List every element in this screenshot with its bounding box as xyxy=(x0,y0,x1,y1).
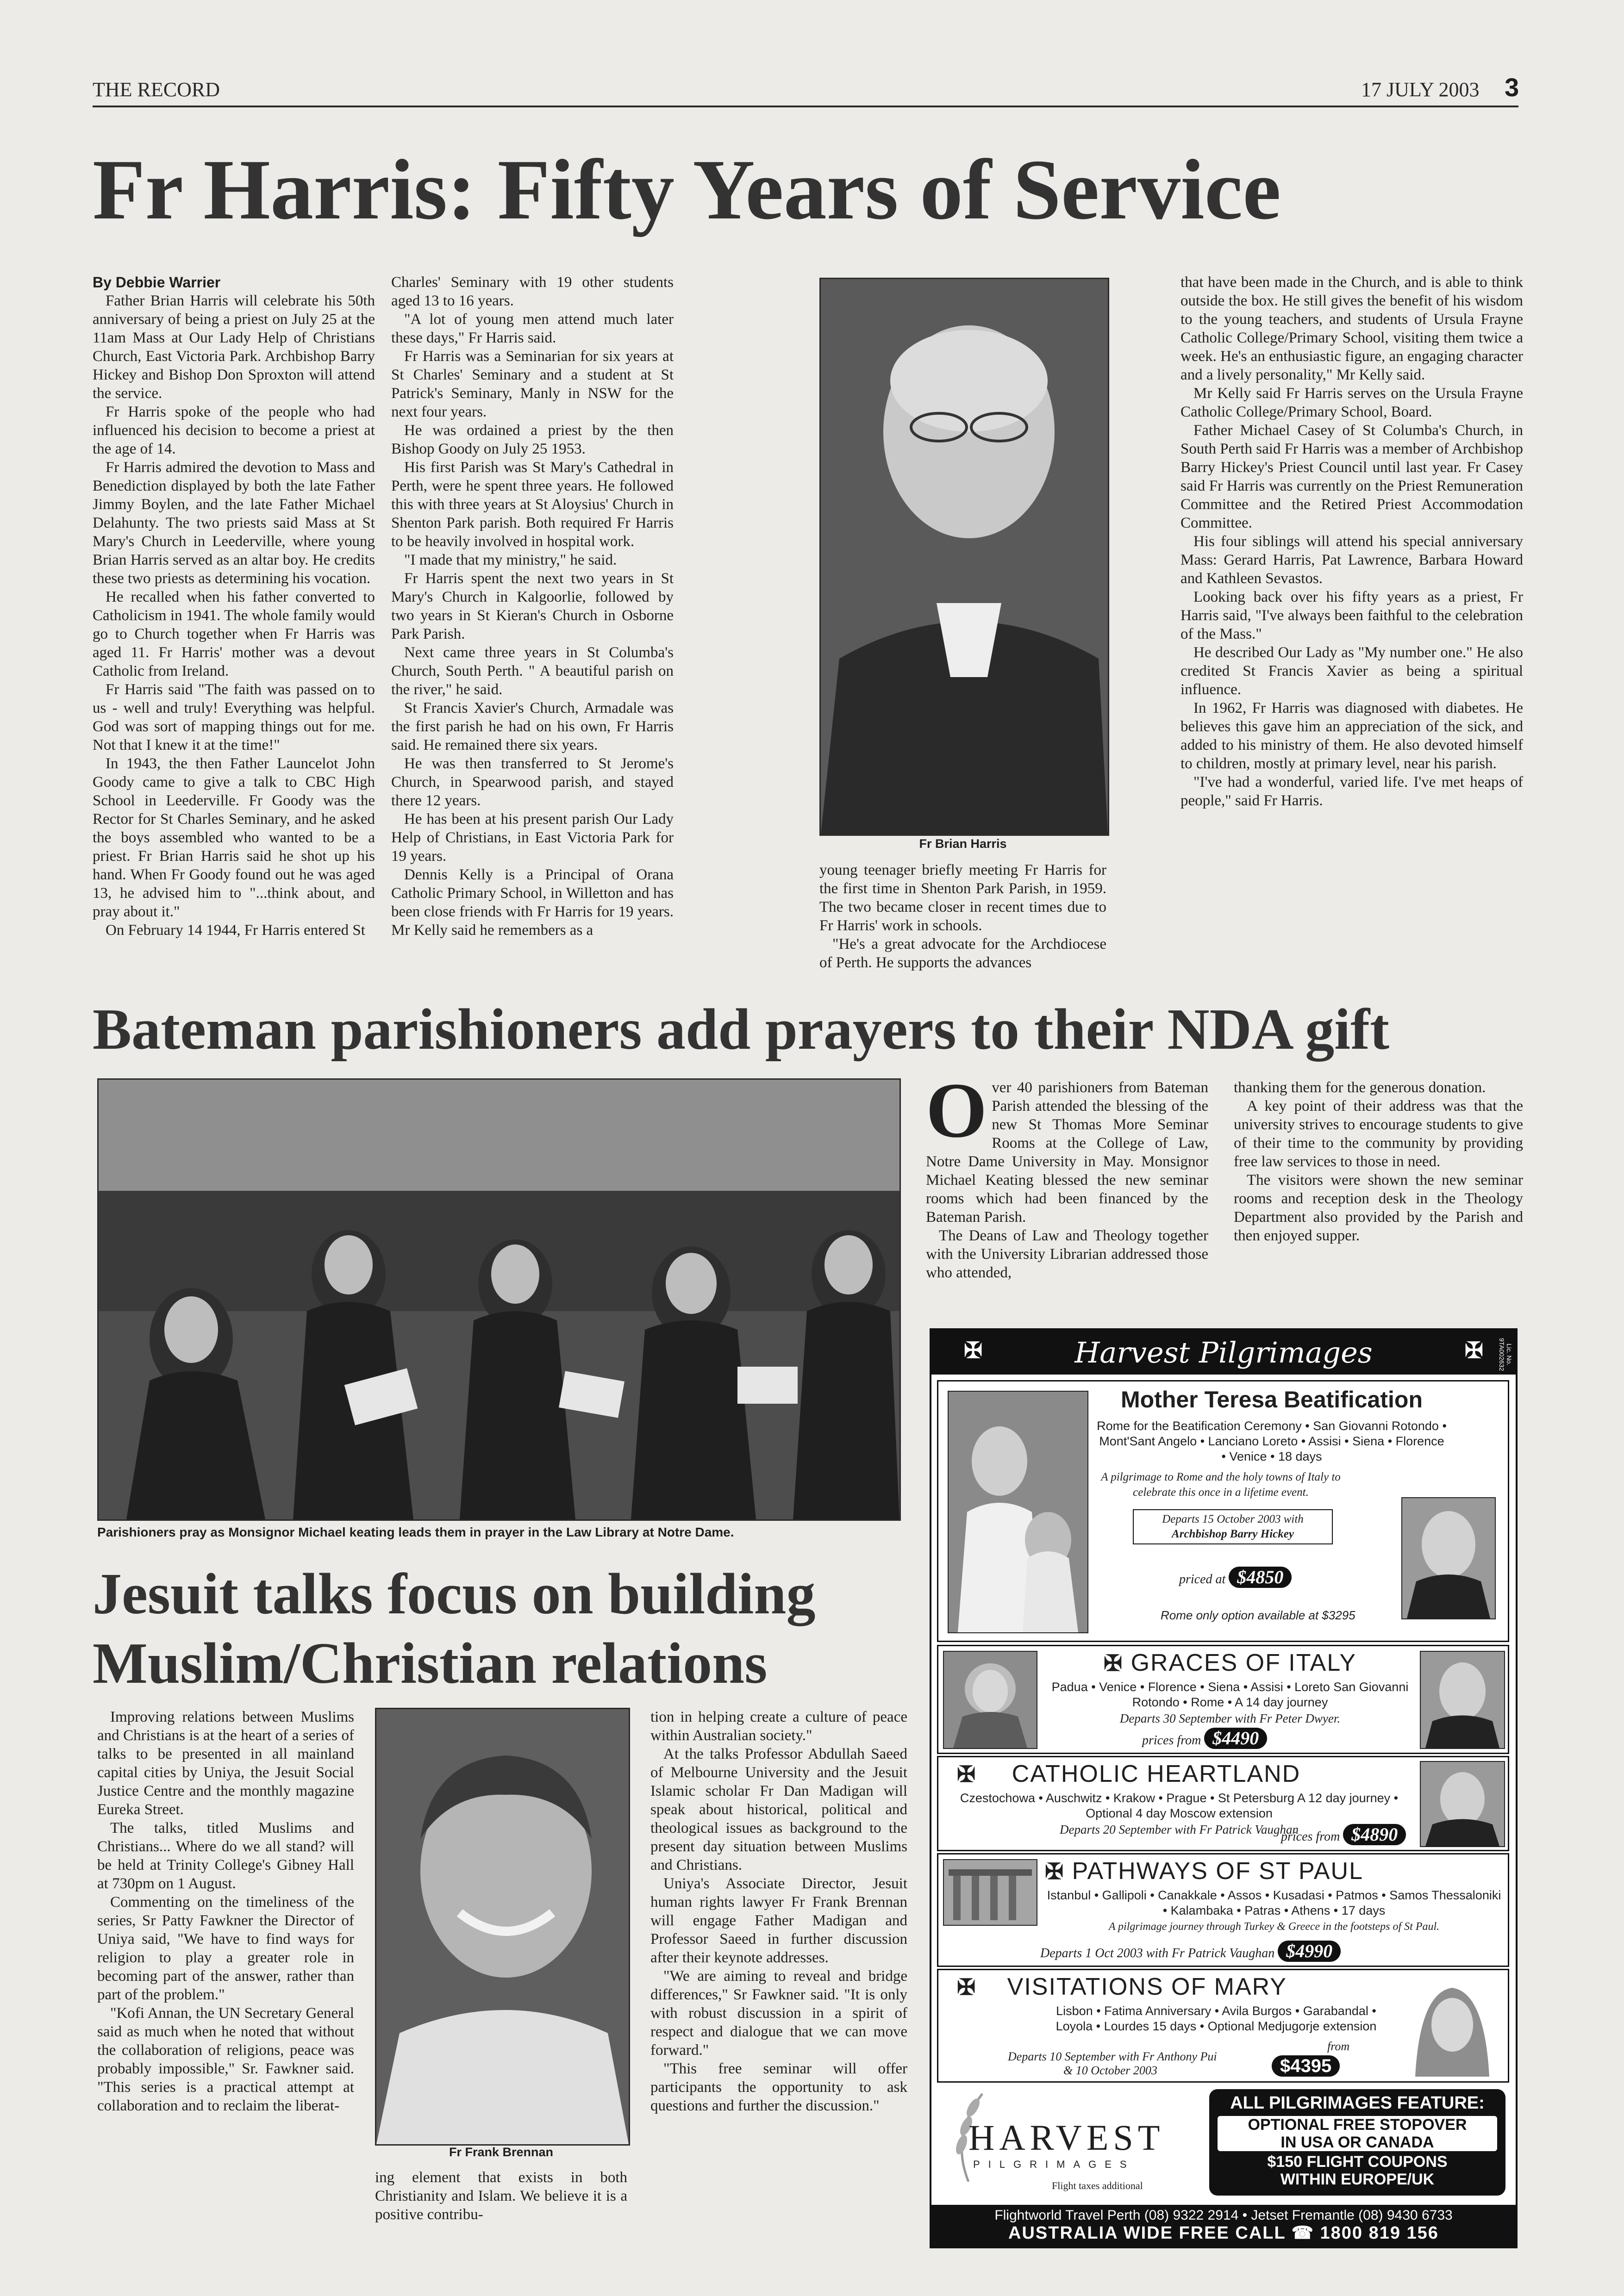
paragraph: tion in helping create a culture of peace within Australian society." xyxy=(650,1709,907,1744)
tour-pathways-of-st-paul xyxy=(937,1853,1509,1967)
cross-icon: ✠ xyxy=(1464,1338,1483,1363)
cross-icon: ✠ xyxy=(957,1762,977,1787)
cross-icon: ✠ xyxy=(1103,1651,1124,1676)
pope-and-mother-teresa-photo xyxy=(948,1391,1088,1633)
header-rule xyxy=(93,106,1518,107)
fr-brian-harris-photo xyxy=(819,278,1109,836)
tour3-price-row xyxy=(1281,1824,1406,1845)
paragraph: St Francis Xavier's Church, Armadale was the first parish he had on his own, Fr Harris said. He remained there six years. xyxy=(391,700,674,753)
paragraph: "Kofi Annan, the UN Secretary General said as much when he noted that without the collaboration of religions, peace was probably impossible," Sr. Fawkner said. "This series is a practical attempt at collaboration and to reclaim the liberat- xyxy=(97,2005,354,2114)
tour1-leader: Archbishop Barry Hickey xyxy=(1172,1528,1294,1540)
tour4-title-row xyxy=(1045,1857,1489,1885)
tour1-title: Mother Teresa Beatification xyxy=(1120,1387,1423,1412)
priest-portrait-icon xyxy=(1421,1652,1504,1748)
flight-taxes-note: Flight taxes additional xyxy=(1052,2180,1143,2191)
features-line4: WITHIN EUROPE/UK xyxy=(1280,2171,1435,2188)
tour1-price-label: priced at xyxy=(1179,1572,1226,1587)
article2-col2 xyxy=(1234,1078,1523,1245)
tour5-departs: Departs 10 September with Fr Anthony Pui xyxy=(1008,2050,1217,2063)
mary-portrait-icon xyxy=(1401,1974,1503,2077)
cross-icon: ✠ xyxy=(964,1338,983,1363)
logo-main-text: HARVEST xyxy=(968,2117,1165,2158)
tour-visitations-of-mary xyxy=(937,1969,1509,2083)
paragraph: The visitors were shown the new seminar rooms and reception desk in the Theology Department also provided by the Parish and then enjoyed supper. xyxy=(1234,1172,1523,1244)
paragraph: Charles' Seminary with 19 other students aged 13 to 16 years. xyxy=(391,274,674,309)
paragraph: Fr Harris spent the next two years in St Mary's Church in Kalgoorlie, followed by two years in St Kieran's Church in Osborne Park Parish. xyxy=(391,570,674,642)
paragraph: "A lot of young men attend much later these days," Fr Harris said. xyxy=(391,311,674,346)
paragraph: Fr Harris admired the devotion to Mass and Benediction displayed by both the late Father Jimmy Boylen, and the late Father Michael Delahunty. The two priests said Mass at St Mary's Church in Leederville, where young Brian Harris served as an altar boy. He credits these two priests as determining his vocation. xyxy=(93,459,375,587)
tour1-departs-box xyxy=(1133,1509,1333,1544)
features-line3: $150 FLIGHT COUPONS xyxy=(1267,2153,1448,2171)
tour2-price: $4490 xyxy=(1204,1728,1267,1749)
tour5-departs-second: & 10 October 2003 xyxy=(1063,2064,1157,2077)
tour1-option: Rome only option available at $3295 xyxy=(1161,1608,1355,1622)
paragraph: In 1962, Fr Harris was diagnosed with diabetes. He believes this gave him an appreciation of the sick, and added to his ministry of them. He also devoted himself to children, mostly at primary level, near his parish. xyxy=(1181,700,1523,772)
paragraph: that have been made in the Church, and is able to think outside the box. He still gives the benefit of his wisdom to the young teachers, and students of Ursula Frayne Catholic College/Primary School, visiting them twice a week. He's an enthusiastic figure, an engaging character and a lively personality," Mr Kelly said. xyxy=(1181,274,1523,383)
ruins-icon xyxy=(944,1860,1037,1925)
article3-col3 xyxy=(650,1708,907,2115)
tour-mother-teresa xyxy=(937,1380,1509,1642)
priest-portrait-icon xyxy=(821,279,1108,834)
paragraph: Dennis Kelly is a Principal of Orana Catholic Primary School, in Willetton and has been close friends with Fr Harris for 19 years. Mr Kelly said he remembers as a xyxy=(391,866,674,939)
tour3-desc: Czestochowa • Auschwitz • Krakow • Prague • St Petersburg A 12 day journey • Optional 4 day Moscow extension xyxy=(960,1791,1399,1820)
paragraph: Uniya's Associate Director, Jesuit human rights lawyer Fr Frank Brennan will engage Father Madigan and Professor Saeed in further discussion after their keynote addresses. xyxy=(650,1875,907,1966)
paragraph: Fr Harris was a Seminarian for six years at St Charles' Seminary and a student at St Patrick's Seminary, Manly in NSW for the next four years. xyxy=(391,348,674,420)
ad-header-band xyxy=(931,1330,1516,1375)
paragraph: "I've had a wonderful, varied life. I've met heaps of people," said Fr Harris. xyxy=(1181,774,1523,809)
smiling-man-portrait-icon xyxy=(376,1709,629,2144)
page-number: 3 xyxy=(1505,73,1519,102)
ad-footer-line1: Flightworld Travel Perth (08) 9322 2914 • Jetset Fremantle (08) 9430 6733 xyxy=(994,2208,1453,2223)
article3-headline-line2: Muslim/Christian relations xyxy=(93,1631,768,1696)
tour2-desc: Padua • Venice • Florence • Siena • Assisi • Loreto San Giovanni Rotondo • Rome • A 14 day journey xyxy=(1051,1680,1409,1709)
paragraph: Improving relations between Muslims and Christians is at the heart of a series of talks to be presented in all mainland capital cities by Uniya, the Jesuit Social Justice Centre and the monthly magazine Eureka Street. xyxy=(97,1709,354,1818)
article3-col1 xyxy=(97,1708,354,2115)
tour3-price: $4890 xyxy=(1343,1824,1406,1845)
tour5-title: VISITATIONS OF MARY xyxy=(1007,1973,1287,2000)
st-francis-painting xyxy=(943,1651,1037,1749)
fr-frank-brennan-caption: Fr Frank Brennan xyxy=(449,2145,554,2159)
article2-headline: Bateman parishioners add prayers to their NDA gift xyxy=(93,997,1390,1062)
article3-col2 xyxy=(375,2168,627,2224)
article1-headline: Fr Harris: Fifty Years of Service xyxy=(93,142,1281,237)
paragraph: He recalled when his father converted to Catholicism in 1941. The whole family would go to Church together when Fr Harris was aged 11. Fr Harris' mother was a devout Catholic from Ireland. xyxy=(93,589,375,679)
paragraph: ver 40 parishioners from Bateman Parish attended the blessing of the new St Thomas More Seminar Rooms at the College of Law, Notre Dame University in May. Monsignor Michael Keating blessed the new seminar rooms which had been financed by the Bateman Parish. xyxy=(926,1079,1208,1226)
tour3-title-row xyxy=(957,1760,1420,1788)
features-coupons xyxy=(1209,2153,1505,2188)
fr-patrick-vaughan-photo xyxy=(1420,1761,1505,1847)
tour1-price-row xyxy=(1179,1567,1292,1588)
article1-col1 xyxy=(93,273,375,940)
cross-icon: ✠ xyxy=(957,1975,977,2000)
article3-headline-line1: Jesuit talks focus on building xyxy=(93,1562,816,1626)
virgin-mary-image xyxy=(1401,1974,1503,2077)
logo-sub-text: PILGRIMAGES xyxy=(973,2159,1135,2170)
tour4-title: PATHWAYS OF ST PAUL xyxy=(1072,1858,1364,1885)
tour4-desc: Istanbul • Gallipoli • Canakkale • Assos • Kusadasi • Patmos • Samos Thessaloniki • Kalambaka • Patras • Athens • 17 days xyxy=(1047,1888,1501,1917)
tour1-departs: Departs 15 October 2003 with xyxy=(1162,1513,1304,1525)
tour-catholic-heartland xyxy=(937,1756,1509,1851)
tour4-departs: Departs 1 Oct 2003 with Fr Patrick Vaughan xyxy=(1040,1946,1275,1960)
paragraph: Looking back over his fifty years as a priest, Fr Harris said, "I've always been faithful to the celebration of the Mass." xyxy=(1181,589,1523,642)
article2-col1 xyxy=(926,1067,1208,1282)
tour5-departs-block xyxy=(1008,2050,1217,2078)
tour5-price-row xyxy=(1272,2055,1340,2077)
article1-byline: By Debbie Warrier xyxy=(93,274,221,291)
priest-portrait-icon xyxy=(1421,1762,1504,1846)
paragraph: He described Our Lady as "My number one." He also credited St Francis Xavier as being a spiritual influence. xyxy=(1181,644,1523,698)
fr-brian-harris-caption: Fr Brian Harris xyxy=(919,837,1007,851)
tour3-title: CATHOLIC HEARTLAND xyxy=(1012,1761,1301,1787)
paragraph: "He's a great advocate for the Archdiocese of Perth. He supports the advances xyxy=(819,936,1106,971)
paragraph: Fr Harris said "The faith was passed on to us - well and truly! Everything was helpful. God was sort of mapping things out for me. Not that I knew it at the time!" xyxy=(93,681,375,753)
tour4-note: A pilgrimage journey through Turkey & Greece in the footsteps of St Paul. xyxy=(1108,1921,1440,1933)
features-line2: IN USA OR CANADA xyxy=(1280,2134,1434,2151)
tour-graces-of-italy xyxy=(937,1645,1509,1754)
tour4-departs-row xyxy=(1040,1941,1341,1962)
parishioners-praying-photo xyxy=(97,1078,901,1521)
archbishop-portrait-icon xyxy=(1402,1498,1495,1618)
ad-licence: Lic. No. 9TA002632 xyxy=(1498,1338,1513,1371)
paragraph: He was ordained a priest by the then Bishop Goody on July 25 1953. xyxy=(391,422,674,457)
paragraph: "We are aiming to reveal and bridge differences," Sr Fawkner said. "It is only with robust discussion in a spirit of respect and dialogue that we can move forward." xyxy=(650,1968,907,2059)
fr-peter-dwyer-photo xyxy=(1420,1651,1505,1749)
tour2-title-row xyxy=(1045,1649,1415,1677)
paragraph: Next came three years in St Columba's Church, South Perth. " A beautiful parish on the river," he said. xyxy=(391,644,674,698)
tour3-departs: Departs 20 September with Fr Patrick Vaughan xyxy=(1060,1823,1299,1836)
paragraph: "I made that my ministry," he said. xyxy=(404,552,617,568)
article1-col4 xyxy=(1181,273,1523,810)
paragraph: On February 14 1944, Fr Harris entered St xyxy=(106,922,365,939)
features-line1: OPTIONAL FREE STOPOVER xyxy=(1248,2116,1467,2134)
tour5-desc: Lisbon • Fatima Anniversary • Avila Burgos • Garabandal • Loyola • Lourdes 15 days • Optional Medjugorje extension xyxy=(1056,2004,1377,2033)
paragraph: He has been at his present parish Our Lady Help of Christians, in East Victoria Park for 19 years. xyxy=(391,811,674,865)
tour1-note: A pilgrimage to Rome and the holy towns of Italy to celebrate this once in a lifetime event. xyxy=(1101,1471,1341,1499)
fr-frank-brennan-photo xyxy=(375,1708,630,2146)
paragraph: At the talks Professor Abdullah Saeed of Melbourne University and the Jesuit Islamic scholar Fr Dan Madigan will speak about historical, political and theological issues as background to the present day situation between Muslims and Christians. xyxy=(650,1746,907,1873)
harvest-pilgrimages-ad xyxy=(930,1328,1518,2248)
issue-date: 17 JULY 2003 xyxy=(1361,78,1480,101)
ad-footer-line2: AUSTRALIA WIDE FREE CALL ☎ 1800 819 156 xyxy=(1008,2223,1439,2243)
paragraph: A key point of their address was that the university strives to encourage students to give of their time to the community by providing free law services to those in need. xyxy=(1234,1098,1523,1170)
paragraph: Father Brian Harris will celebrate his 50th anniversary of being a priest on July 25 at the 11am Mass at Our Lady Help of Christians Church, East Victoria Park. Archbishop Barry Hickey and Bishop Don Sproxton will attend the service. xyxy=(93,292,375,402)
features-stopover xyxy=(1218,2116,1497,2151)
paragraph: Commenting on the timeliness of the series, Sr Patty Fawkner the Director of Uniya said, "We have to find ways for religion to play a greater role in becoming part of the answer, rather than part of the problem." xyxy=(97,1894,354,2003)
tour1-desc: Rome for the Beatification Ceremony • San Giovanni Rotondo • Mont'Sant Angelo • Lanciano Loreto • Assisi • Siena • Florence • Venice • 18 days xyxy=(1097,1419,1447,1463)
tour2-price-row xyxy=(1142,1728,1267,1749)
cross-icon: ✠ xyxy=(1045,1860,1065,1884)
parishioners-photo-caption: Parishioners pray as Monsignor Michael keating leads them in prayer in the Law Library at Notre Dame. xyxy=(97,1525,734,1539)
paragraph: The talks, titled Muslims and Christians... Where do we all stand? will be held at Trinity College's Gibney Hall at 730pm on 1 August. xyxy=(97,1820,354,1892)
publication-name: THE RECORD xyxy=(93,78,220,101)
tour5-title-row xyxy=(957,1973,1420,2001)
ad-footer-band xyxy=(931,2205,1516,2246)
pope-photo-icon xyxy=(949,1392,1087,1632)
harvest-logo xyxy=(941,2089,1191,2196)
features-heading: ALL PILGRIMAGES FEATURE: xyxy=(1230,2093,1485,2113)
tour4-price: $4990 xyxy=(1278,1941,1341,1962)
paragraph: Fr Harris spoke of the people who had influenced his decision to become a priest at the age of 14. xyxy=(93,404,375,457)
tour5-price-label: from xyxy=(1327,2040,1350,2053)
paragraph: The Deans of Law and Theology together with the University Librarian addressed those who attended, xyxy=(926,1227,1208,1281)
article1-col2 xyxy=(391,273,674,940)
tour1-price: $4850 xyxy=(1229,1567,1292,1588)
paragraph: He was then transferred to St Jerome's Church, in Spearwood parish, and stayed there 12 years. xyxy=(391,755,674,809)
tour2-title: GRACES OF ITALY xyxy=(1131,1649,1357,1676)
paragraph: ing element that exists in both Christianity and Islam. We believe it is a positive contribu- xyxy=(375,2169,627,2223)
features-box xyxy=(1209,2089,1505,2196)
paragraph: young teenager briefly meeting Fr Harris for the first time in Shenton Park Parish, in 1959. The two became closer in recent times due to Fr Harris' work in schools. xyxy=(819,862,1106,934)
paragraph: His first Parish was St Mary's Cathedral in Perth, were he spent three years. He followed this with three years at St Aloysius' Church in Shenton Park parish. Both required Fr Harris to be heavily involved in hospital work. xyxy=(391,459,674,550)
paragraph: thanking them for the generous donation. xyxy=(1234,1079,1486,1096)
tour3-price-label: prices from xyxy=(1281,1829,1340,1844)
tour5-price: $4395 xyxy=(1272,2055,1340,2077)
drop-cap: O xyxy=(926,1067,987,1154)
tour2-departs: Departs 30 September with Fr Peter Dwyer. xyxy=(1119,1711,1341,1725)
article1-col3 xyxy=(819,861,1106,972)
paragraph: "This free seminar will offer participants the opportunity to ask questions and further the discussion." xyxy=(650,2060,907,2114)
saint-painting-icon xyxy=(944,1652,1037,1748)
tour2-price-label: prices from xyxy=(1142,1733,1201,1748)
paragraph: Mr Kelly said Fr Harris serves on the Ursula Frayne Catholic College/Primary School, Board. xyxy=(1181,385,1523,420)
paragraph: His four siblings will attend his special anniversary Mass: Gerard Harris, Pat Lawrence, Barbara Howard and Kathleen Sevastos. xyxy=(1181,533,1523,587)
paragraph: Father Michael Casey of St Columba's Church, in South Perth said Fr Harris was a member of Archbishop Barry Hickey's Priest Council until last year. Fr Casey said Fr Harris was currently on the Priest Remuneration Committee and the Retired Priest Accommodation Committee. xyxy=(1181,422,1523,531)
library-prayer-scene-icon xyxy=(99,1080,899,1519)
ancient-ruins-photo xyxy=(943,1859,1037,1926)
ad-brand-header: Harvest Pilgrimages xyxy=(1074,1336,1373,1369)
archbishop-hickey-photo xyxy=(1401,1497,1496,1619)
paragraph: In 1943, the then Father Launcelot John Goody came to give a talk to CBC High School in Leederville. Fr Goody was the Rector for St Charles Seminary, and he asked the boys assembled who wanted to be a priest. Fr Brian Harris said he shot up his hand. When Fr Goody found out he was aged 13, he advised him to "...think about, and pray about it." xyxy=(93,755,375,920)
